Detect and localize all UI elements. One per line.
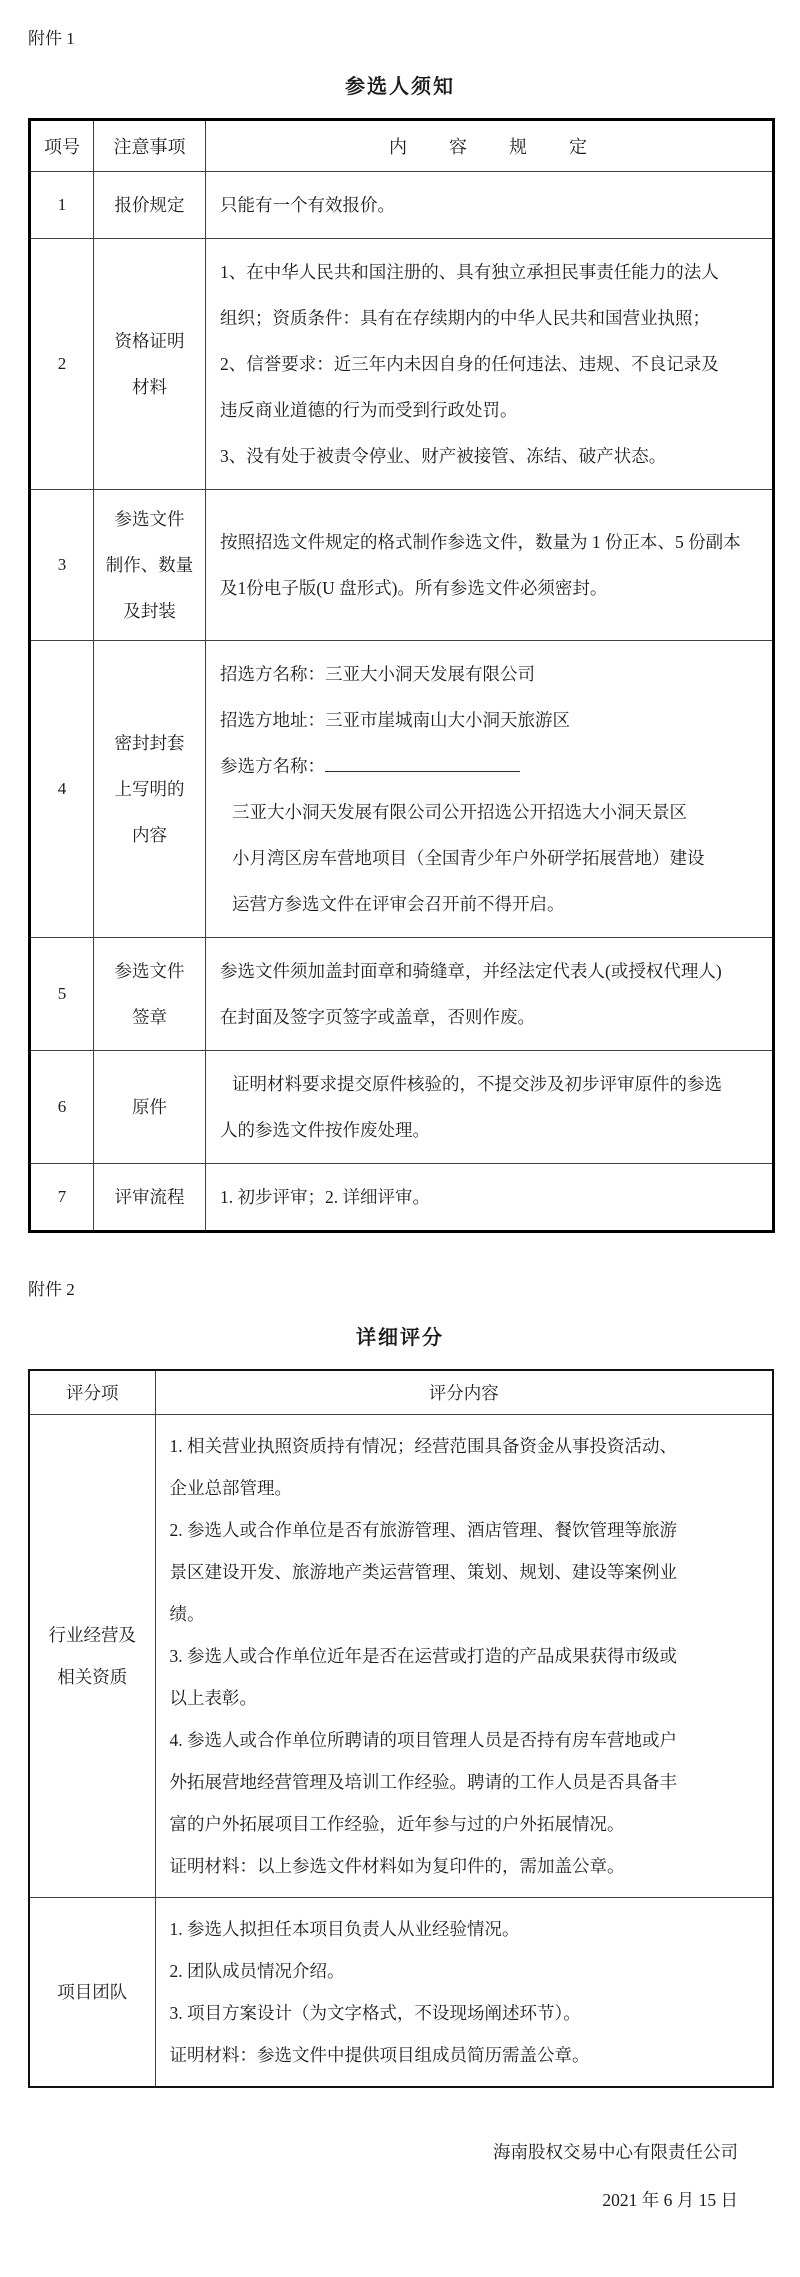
content-line: 1. 初步评审；2. 详细评审。	[220, 1187, 430, 1207]
attention-item	[94, 938, 206, 1051]
row-number: 7	[30, 1164, 94, 1232]
content-rules	[206, 641, 774, 938]
item-line: 参选文件	[114, 961, 185, 981]
content-rules	[206, 239, 774, 490]
item-line: 及封装	[123, 601, 176, 621]
header-content-rules: 内 容 规 定	[206, 120, 774, 172]
content-line: 招选方地址：三亚市崖城南山大小洞天旅游区	[220, 710, 570, 730]
attachment-2-label: 附件 2	[28, 1280, 75, 1299]
content-line: 1. 相关营业执照资质持有情况；经营范围具备资金从事投资活动、	[169, 1435, 677, 1456]
content-line: 按照招选文件规定的格式制作参选文件，数量为 1 份正本、5 份副本	[220, 532, 741, 552]
content-rules	[206, 1164, 774, 1232]
fill-in-blank-line	[325, 755, 520, 772]
attention-item	[94, 239, 206, 490]
item-line: 报价规定	[114, 195, 185, 215]
item-line: 行业经营及	[48, 1624, 136, 1645]
content-line: 2. 参选人或合作单位是否有旅游管理、酒店管理、餐饮管理等旅游	[169, 1519, 677, 1540]
content-line: 外拓展营地经营管理及培训工作经验。聘请的工作人员是否具备丰	[169, 1771, 677, 1792]
content-line-label: 参选方名称：	[220, 756, 325, 776]
content-line: 2、信誉要求：近三年内未因自身的任何违法、违规、不良记录及	[220, 354, 719, 374]
content-rules	[206, 490, 774, 641]
attention-item	[94, 641, 206, 938]
issuer-company-name: 海南股权交易中心有限责任公司	[493, 2141, 738, 2162]
table-row	[30, 1164, 774, 1232]
attention-item	[94, 490, 206, 641]
content-rules	[206, 938, 774, 1051]
content-line: 2. 团队成员情况介绍。	[169, 1960, 345, 1981]
content-rules	[206, 172, 774, 239]
item-line: 上写明的	[114, 779, 185, 799]
item-line: 资格证明	[114, 331, 185, 351]
content-line: 景区建设开发、旅游地产类运营管理、策划、规划、建设等案例业	[169, 1561, 677, 1582]
row-number: 2	[30, 239, 94, 490]
table-row	[30, 172, 774, 239]
table-row	[29, 1897, 773, 2087]
row-number: 6	[30, 1051, 94, 1164]
table-row	[30, 641, 774, 938]
content-line	[220, 743, 758, 789]
content-line: 3. 参选人或合作单位近年是否在运营或打造的产品成果获得市级或	[169, 1645, 677, 1666]
content-line: 组织；资质条件：具有在存续期内的中华人民共和国营业执照；	[220, 308, 710, 328]
item-line: 项目团队	[57, 1981, 128, 2002]
content-rules	[206, 1051, 774, 1164]
content-line: 以上表彰。	[169, 1687, 257, 1708]
document-footer	[28, 2140, 772, 2212]
item-line: 制作、数量	[105, 555, 194, 575]
content-line: 证明材料：以上参选文件材料如为复印件的，需加盖公章。	[169, 1855, 625, 1876]
attention-item	[94, 172, 206, 239]
row-number: 3	[30, 490, 94, 641]
content-line: 运营方参选文件在评审会召开前不得开启。	[232, 894, 565, 914]
table-header-row	[30, 120, 774, 172]
header-attention-item: 注意事项	[94, 120, 206, 172]
item-line: 材料	[132, 377, 167, 397]
issue-date: 2021 年 6 月 15 日	[602, 2189, 738, 2210]
content-line: 在封面及签字页签字或盖章，否则作废。	[220, 1007, 535, 1027]
content-line: 只能有一个有效报价。	[220, 195, 395, 215]
content-line: 企业总部管理。	[169, 1477, 292, 1498]
content-line: 三亚大小洞天发展有限公司公开招选公开招选大小洞天景区	[232, 802, 687, 822]
content-line: 参选文件须加盖封面章和骑缝章，并经法定代表人(或授权代理人)	[220, 961, 722, 981]
table-header-row	[29, 1370, 773, 1414]
header-item-no: 项号	[30, 120, 94, 172]
content-line: 绩。	[169, 1603, 205, 1624]
header-scoring-item: 评分项	[29, 1370, 155, 1414]
content-line: 富的户外拓展项目工作经验，近年参与过的户外拓展情况。	[169, 1813, 625, 1834]
detailed-scoring-table	[28, 1369, 774, 2088]
table-row	[29, 1414, 773, 1897]
attention-item	[94, 1051, 206, 1164]
content-line: 违反商业道德的行为而受到行政处罚。	[220, 400, 518, 420]
table-row	[30, 239, 774, 490]
item-line: 密封封套	[114, 733, 185, 753]
attention-item	[94, 1164, 206, 1232]
scoring-content	[155, 1897, 773, 2087]
item-line: 参选文件	[114, 509, 185, 529]
scoring-item	[29, 1414, 155, 1897]
content-line: 1. 参选人拟担任本项目负责人从业经验情况。	[169, 1918, 520, 1939]
content-line: 人的参选文件按作废处理。	[220, 1120, 430, 1140]
scoring-content	[155, 1414, 773, 1897]
row-number: 1	[30, 172, 94, 239]
table-row	[30, 1051, 774, 1164]
content-line: 证明材料：参选文件中提供项目组成员简历需盖公章。	[169, 2044, 590, 2065]
content-line: 3. 项目方案设计（为文字格式，不设现场阐述环节）。	[169, 2002, 581, 2023]
content-line: 招选方名称：三亚大小洞天发展有限公司	[220, 664, 535, 684]
content-line: 1、在中华人民共和国注册的、具有独立承担民事责任能力的法人	[220, 262, 719, 282]
scoring-item	[29, 1897, 155, 2087]
item-line: 原件	[132, 1097, 167, 1117]
header-scoring-content: 评分内容	[155, 1370, 773, 1414]
item-line: 评审流程	[114, 1187, 185, 1207]
attachment-1-label: 附件 1	[28, 29, 75, 48]
item-line: 签章	[132, 1007, 167, 1027]
table2-title: 详细评分	[356, 1327, 444, 1349]
content-line: 4. 参选人或合作单位所聘请的项目管理人员是否持有房车营地或户	[169, 1729, 677, 1750]
content-line: 及1份电子版(U 盘形式)。所有参选文件必须密封。	[220, 578, 608, 598]
content-line: 小月湾区房车营地项目（全国青少年户外研学拓展营地）建设	[232, 848, 705, 868]
participant-notice-table	[28, 118, 775, 1233]
table1-title: 参选人须知	[345, 76, 455, 98]
content-line: 3、没有处于被责令停业、财产被接管、冻结、破产状态。	[220, 446, 667, 466]
content-line: 证明材料要求提交原件核验的，不提交涉及初步评审原件的参选	[232, 1074, 722, 1094]
table-row	[30, 490, 774, 641]
item-line: 内容	[132, 825, 167, 845]
item-line: 相关资质	[57, 1666, 128, 1687]
row-number: 5	[30, 938, 94, 1051]
row-number: 4	[30, 641, 94, 938]
table-row	[30, 938, 774, 1051]
